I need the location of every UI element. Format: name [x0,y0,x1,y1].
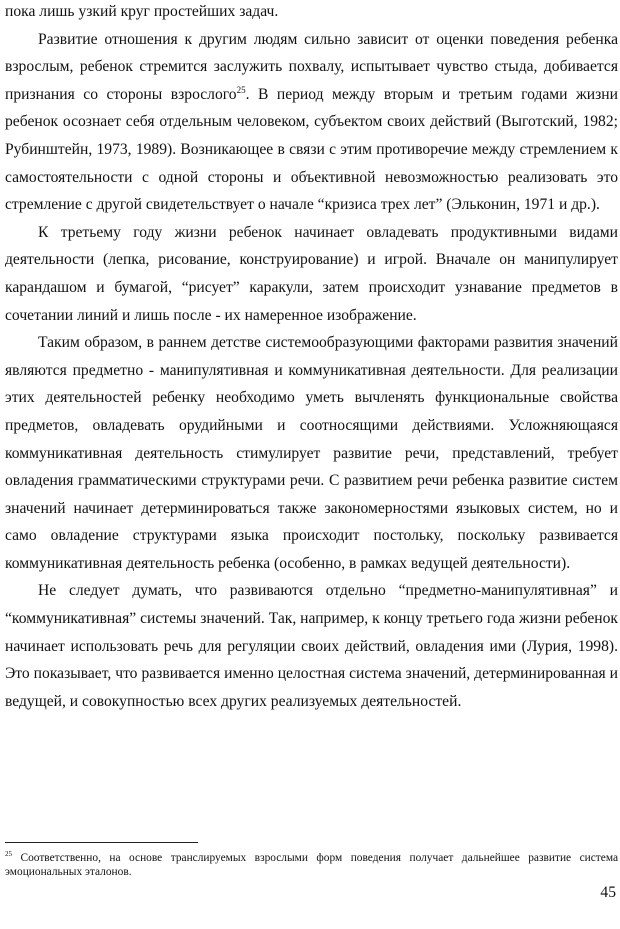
body-text [5,0,618,715]
paragraph-text: Развитие отношения к другим людям сильно зависит от оценки поведения ребенка взрослым, ребенок стремится заслужить похвалу, испытывает чувство стыда, добивается признания со стороны взрослого [5,30,618,103]
paragraph [5,26,618,219]
paragraph-text: . В период между вторым и третьим годами жизни ребенок осознает себя отдельным человеком, субъектом своих действий (Выготский, 1982; Рубинштейн, 1973, 1989). Возникающее в связи с этим противоречие между стремлением к самостоятельности с одной стороны и объективной невозможностью реализовать это стремление с другой свидетельствует о начале “кризиса трех лет” (Эльконин, 1971 и др.). [5,85,618,214]
footnote-number: 25 [5,850,12,858]
footnote-divider [5,842,198,843]
footnote-text: Соответственно, на основе транслируемых взрослыми форм поведения получает дальнейшее развитие система эмоциональных эталонов. [5,852,618,878]
paragraph: К третьему году жизни ребенок начинает овладевать продуктивными видами деятельности (лепка, рисование, конструирование) и игрой. Вначале он манипулирует карандашом и бумагой, “рисует” каракули, затем происходит узнавание предметов в сочетании линий и лишь после - их намеренное изображение. [5,223,618,324]
footnote-reference[interactable]: 25 [236,84,246,95]
paragraph: Не следует думать, что развиваются отдельно “предметно-манипулятивная” и “коммуникативная” системы значений. Так, например, к концу третьего года жизни ребенок начинает использовать речь для регуляции своих действий, овладения ими (Лурия, 1998). Это показывает, что развивается именно целостная система значений, детерминированная и ведущей, и совокупностью всех других реализуемых деятельностей. [5,582,618,710]
paragraph-continuation: пока лишь узкий круг простейших задач. [5,3,279,20]
paragraph: Таким образом, в раннем детстве системообразующими факторами развития значений являются предметно - манипулятивная и коммуникативная деятельности. Для реализации этих деятельностей ребенку необходимо уметь вычленять функциональные свойства предметов, овладевать орудийными и соотносящими действиями. Усложняющаяся коммуникативная деятельность стимулирует развитие речи, представлений, требует овладения грамматическими структурами речи. С развитием речи ребенка развитие систем значений начинает детерминироваться также закономерностями языковых систем, но и само овладение структурами языка происходит постольку, поскольку развивается коммуникативная деятельность ребенка (особенно, в рамках ведущей деятельности). [5,334,618,572]
page-number: 45 [600,884,616,901]
footnote [5,851,618,879]
